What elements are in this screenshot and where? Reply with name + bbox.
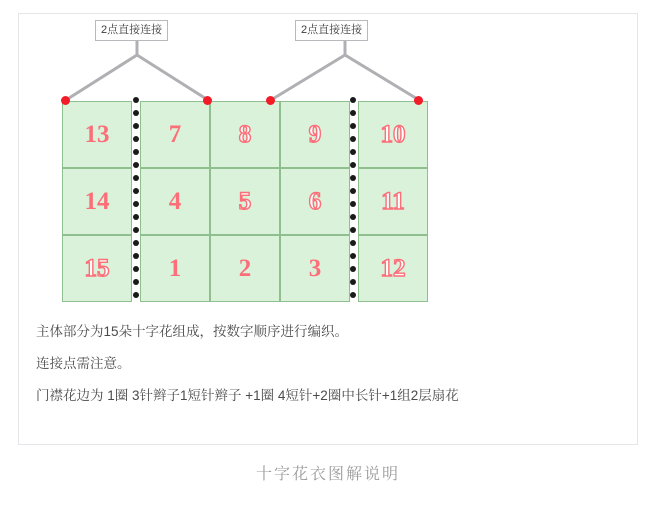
grid-cell bbox=[62, 168, 132, 235]
grid-cell bbox=[62, 101, 132, 168]
cell-label: 3 bbox=[308, 254, 322, 282]
cell-label: 2 bbox=[238, 254, 252, 282]
grid-cell bbox=[140, 235, 210, 302]
cell-label: 12 bbox=[380, 254, 406, 282]
grid-cell bbox=[358, 235, 428, 302]
cell-label: 8 bbox=[238, 120, 252, 148]
cell-label: 1 bbox=[168, 254, 182, 282]
cell-label: 11 bbox=[381, 187, 405, 215]
grid-cell bbox=[140, 168, 210, 235]
callout-left-label: 2点直接连接 bbox=[95, 20, 168, 41]
grid-cell bbox=[210, 235, 280, 302]
grid-cell bbox=[140, 101, 210, 168]
diagram-caption: 十字花衣图解说明 bbox=[255, 466, 400, 483]
cell-label: 13 bbox=[84, 120, 110, 148]
grid-cell bbox=[62, 235, 132, 302]
cell-label: 5 bbox=[238, 187, 252, 215]
grid-cell bbox=[210, 101, 280, 168]
callout-right-label: 2点直接连接 bbox=[295, 20, 368, 41]
grid-cell bbox=[210, 168, 280, 235]
description-line-1: 主体部分为15朵十字花组成，按数字顺序进行编织。 bbox=[36, 324, 349, 339]
cell-label: 7 bbox=[168, 120, 182, 148]
cell-label: 15 bbox=[84, 254, 110, 282]
cell-label: 6 bbox=[308, 187, 322, 215]
cell-label: 9 bbox=[308, 120, 322, 148]
grid-cell bbox=[280, 235, 350, 302]
cell-label: 14 bbox=[84, 187, 110, 215]
grid-cell bbox=[280, 168, 350, 235]
grid-cell bbox=[358, 101, 428, 168]
description-line-2: 连接点需注意。 bbox=[36, 356, 131, 371]
description-line-3: 门襟花边为 1圈 3针辫子1短针辫子 +1圈 4短针+2圈中长针+1组2层扇花 bbox=[36, 388, 459, 403]
cell-label: 10 bbox=[380, 120, 406, 148]
cell-label: 4 bbox=[168, 187, 182, 215]
grid-cell bbox=[358, 168, 428, 235]
grid-cell bbox=[280, 101, 350, 168]
